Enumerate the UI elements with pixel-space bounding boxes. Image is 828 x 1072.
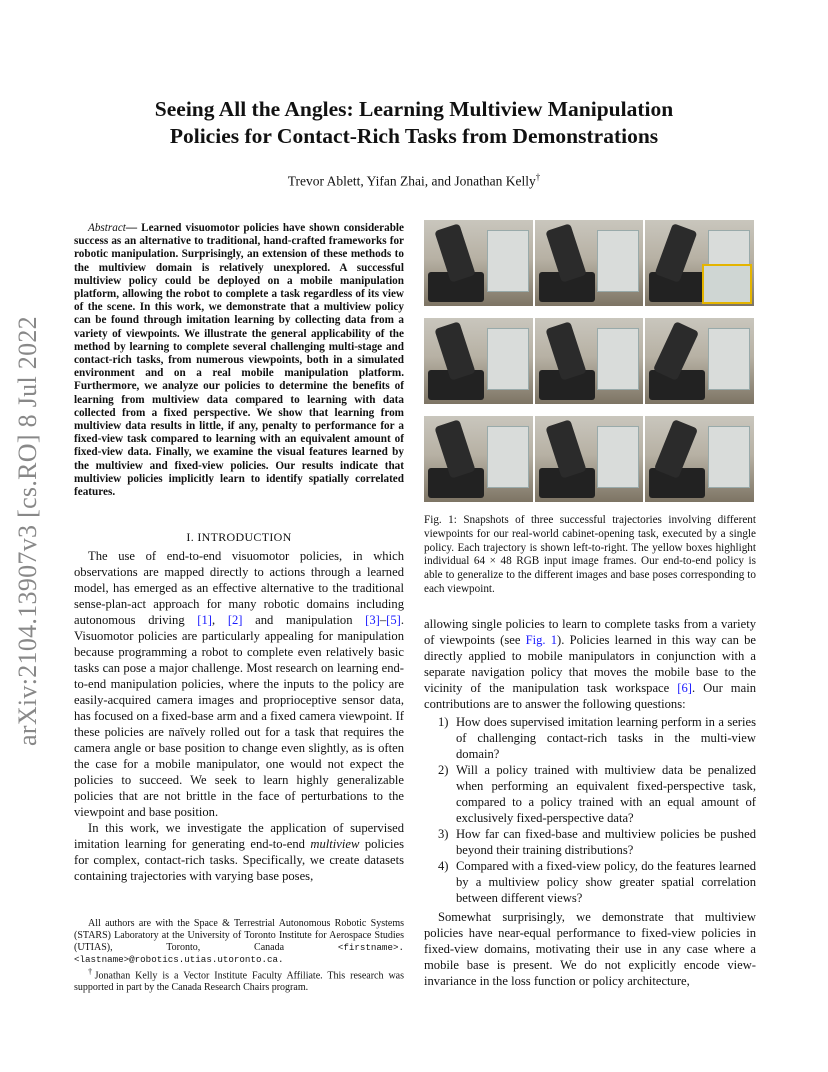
citation-link[interactable]: [6] — [677, 681, 692, 695]
figure-1-image — [424, 220, 754, 504]
title-line-1: Seeing All the Angles: Learning Multiview Manipulation — [154, 97, 674, 121]
abstract-text: — Learned visuomotor policies have shown considerable success as an alternative to traditional, hand-crafted frameworks for robotic manipulation. Surprisingly, an extension of these methods to the multiview domain is relatively unexplored. A successful multiview policy could be deployed on a mobile manipulation platform, allowing the robot to complete a task regardless of its view of the scene. In this work, we demonstrate that a multiview policy can be found through imitation learning by collecting data from a variety of viewpoints. We illustrate the general applicability of the method by learning to complete several challenging multi-stage and contact-rich tasks, from numerous viewpoints, both in a simulated environment and on a real mobile manipulation platform. Furthermore, we analyze our policies to determine the benefits of learning from multiview data compared to learning with data collected from a fixed perspective. We show that learning from multiview data results in little, if any, penalty to performance for a fixed-view task compared to learning with an equivalent amount of fixed-view data. Finally, we examine the visual features learned by the multiview and fixed-view policies. Our results indicate that multiview policies implicitly learn to identify spatially correlated features. — [74, 222, 404, 499]
question-item: 1) How does supervised imitation learning perform in a series of challenging contact-rich tasks in the multi-view domain? — [438, 715, 756, 761]
section-heading-introduction: I. INTRODUCTION — [186, 530, 292, 544]
snapshot-frame — [535, 416, 644, 502]
snapshot-frame — [424, 318, 533, 404]
right-column-body — [424, 616, 756, 989]
footnotes — [74, 918, 404, 994]
snapshot-frame — [645, 416, 754, 502]
intro-paragraph-2: In this work, we investigate the application of supervised imitation learning for generating end-to-end multiview policies for complex, contact-rich tasks. Specifically, we create datasets containing trajectories with varying base poses, — [74, 821, 404, 883]
author-dagger: † — [535, 172, 541, 182]
introduction-body — [74, 548, 404, 884]
title-line-2: Policies for Contact-Rich Tasks from Demonstrations — [169, 124, 659, 148]
snapshot-frame — [535, 220, 644, 306]
citation-link[interactable]: [1] — [197, 613, 212, 627]
question-item: 4) Compared with a fixed-view policy, do the features learned by a multiview policy show greater spatial correlation between different views? — [438, 859, 756, 905]
figure-link[interactable]: Fig. 1 — [525, 633, 558, 647]
snapshot-frame — [645, 318, 754, 404]
citation-link[interactable]: [3] — [365, 613, 380, 627]
intro-paragraph-1: The use of end-to-end visuomotor policies, in which observations are mapped directly to actions through a learned model, has emerged as an effective alternative to the traditional sense-plan-act approach for many robotic domains including autonomous driving [1], [2] and manipulation [3]–[5]. Visuomotor policies are particularly appealing for manipulation because programming a robot to complete even relatively basic tasks can pose a major challenge. Most research on learning end-to-end manipulation policies, where the inputs to the policy are easily-acquired camera images and proprioceptive sensor data, has focused on a fixed-base arm and a fixed camera viewpoint. If these policies are naïvely rolled out for a task that requires the camera angle or base position to change even slightly, as is often the case for a mobile manipulator, one would not expect the policies to succeed. We seek to learn highly generalizable policies that are not brittle in the face of perturbations to the viewpoint and base position. — [74, 549, 404, 819]
question-item: 3) How far can fixed-base and multiview policies be pushed beyond their training distributions? — [438, 827, 756, 857]
trajectory-strip-2 — [424, 318, 754, 404]
affiliation-footnote: All authors are with the Space & Terrestrial Autonomous Robotic Systems (STARS) Laboratory at the University of Toronto Institute for Aerospace Studies (UTIAS), Toronto, Canada <firstname>.<lastname>@robotics.utias.utoronto.ca. — [74, 918, 404, 965]
author-list — [100, 172, 728, 190]
snapshot-frame — [645, 220, 754, 306]
figure-1-caption: Fig. 1: Snapshots of three successful trajectories involving different viewpoints for our real-world cabinet-opening task, executed by a single policy. Each trajectory is shown left-to-right. The yellow boxes highlight individual 64 × 48 RGB input image frames. Our end-to-end policy is able to generalize to the different images and base poses corresponding to each viewpoint. — [424, 514, 756, 595]
right-paragraph-1: allowing single policies to learn to complete tasks from a variety of viewpoints (see Fig. 1). Policies learned in this way can be directly applied to mobile manipulators in conjunction with a separate navigation policy that moves the mobile base to the vicinity of the manipulation task workspace [6]. Our main contributions are to answer the following questions: — [424, 617, 756, 711]
snapshot-frame — [424, 220, 533, 306]
abstract-label: Abstract — [88, 222, 126, 234]
right-paragraph-2: Somewhat surprisingly, we demonstrate that multiview policies have near-equal performance to fixed-view policies in fixed-view domains, motivating their use in any case where a mobile base is present. We do not explicitly encode view-invariance in the loss function or policy architecture, — [424, 910, 756, 988]
authors-text: Trevor Ablett, Yifan Zhai, and Jonathan Kelly — [287, 173, 536, 189]
citation-link[interactable]: [5] — [386, 613, 401, 627]
funding-footnote: †Jonathan Kelly is a Vector Institute Faculty Affiliate. This research was supported in part by the Canada Research Chairs program. — [74, 967, 404, 994]
snapshot-frame — [424, 416, 533, 502]
input-frame-highlight — [702, 264, 752, 304]
paper-title — [80, 96, 748, 150]
email-address: <firstname>.<lastname>@robotics.utias.utoronto.ca. — [74, 942, 404, 965]
snapshot-frame — [535, 318, 644, 404]
trajectory-strip-3 — [424, 416, 754, 502]
research-questions — [424, 714, 756, 906]
trajectory-strip-1 — [424, 220, 754, 306]
arxiv-identifier: arXiv:2104.13907v3 [cs.RO] 8 Jul 2022 — [13, 316, 42, 746]
question-item: 2) Will a policy trained with multiview data be penalized when performing an equivalent fixed-perspective task, compared to a policy trained with an equal amount of exclusively fixed-perspective data? — [438, 763, 756, 825]
citation-link[interactable]: [2] — [227, 613, 243, 627]
abstract — [74, 222, 404, 499]
